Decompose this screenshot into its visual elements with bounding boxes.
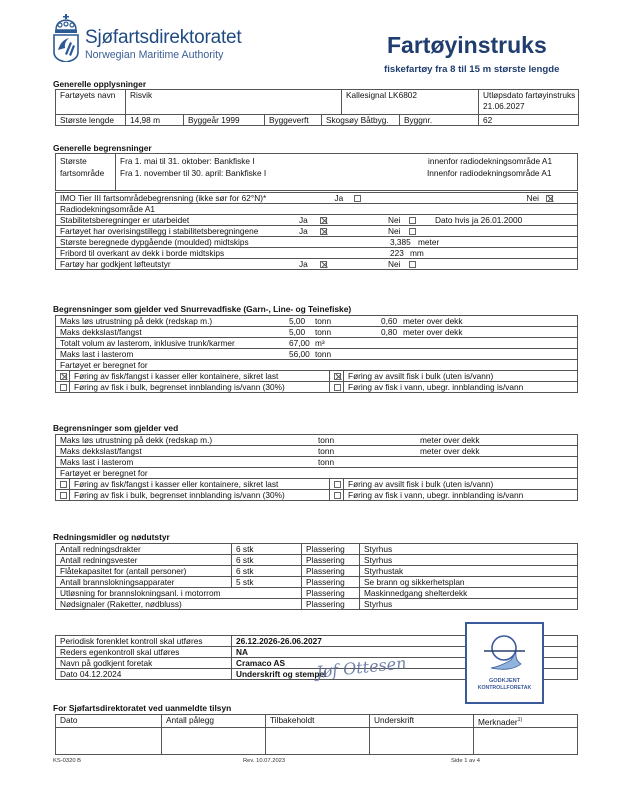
snurrevad-option-0-checkbox[interactable] [60, 373, 67, 380]
other-option-3-box [330, 490, 344, 501]
rescue-table [55, 543, 578, 610]
stamp-emblem-icon [467, 624, 542, 676]
imo-row [56, 193, 578, 204]
other-deck-label: Maks dekkslast/fangst [60, 446, 142, 456]
imo-no-cell [421, 193, 578, 204]
freeboard-unit: mm [410, 248, 424, 258]
shipyard-label: Byggeverft [265, 115, 322, 126]
draught-value: 3,385 [390, 237, 411, 247]
lifting-cell [56, 259, 578, 270]
stability-date: Dato hvis ja 26.01.2000 [435, 215, 523, 225]
rescue-count: 6 stk [232, 566, 302, 577]
section-title-other-limits: Begrensninger som gjelder ved [53, 423, 179, 433]
icing-cell [56, 226, 578, 237]
other-option-0-checkbox[interactable] [60, 481, 67, 488]
rescue-placement-label: Plassering [302, 544, 360, 555]
section-title-general-limits: Generelle begrensninger [53, 143, 152, 153]
general-limits-table [55, 192, 578, 270]
rescue-count: 6 stk [232, 544, 302, 555]
other-option-2-box [56, 490, 70, 501]
other-option-1-checkbox[interactable] [334, 481, 341, 488]
other-option-0-label: Føring av fisk/fangst i kasser eller kontainere, sikret last [70, 479, 330, 490]
build-no-value: 62 [479, 115, 579, 126]
other-loose-label: Maks løs utrustning på dekk (redskap m.) [60, 435, 213, 445]
inspection-orders-input[interactable] [162, 727, 266, 754]
rescue-placement-label: Plassering [302, 555, 360, 566]
imo-no-label: Nei [526, 193, 539, 203]
other-hold-unit: tonn [318, 457, 335, 467]
snurrevad-volume-unit: m³ [315, 338, 325, 348]
org-name: Sjøfartsdirektoratet [85, 27, 242, 48]
inspection-remarks-input[interactable] [474, 727, 578, 754]
lifting-label: Fartøy har godkjent løfteutstyr [60, 259, 171, 269]
approval-stamp [465, 622, 544, 704]
snurrevad-hold-cell [56, 349, 578, 360]
snurrevad-option-3-label: Føring av fisk i vann, ubegr. innblanding is/vann [344, 382, 578, 393]
lifting-yes-label: Ja [299, 259, 308, 269]
build-year: Byggeår 1999 [184, 115, 265, 126]
document-subtitle: fiskefartøy fra 8 til 15 m største lengde [384, 64, 560, 75]
other-option-2-checkbox[interactable] [60, 492, 67, 499]
rescue-row [56, 555, 578, 566]
snurrevad-volume-value: 67,00 [289, 338, 310, 348]
handwritten-signature: Jøf Ottesen [315, 653, 408, 682]
lifting-no-label: Nei [388, 259, 401, 269]
other-deck-cell [56, 446, 578, 457]
periodic-control-label: Periodisk forenklet kontroll skal utføres [56, 636, 232, 647]
snurrevad-loose-cell [56, 316, 578, 327]
lifting-yes-group [299, 259, 327, 269]
other-designed-for: Fartøyet er beregnet for [56, 468, 578, 479]
snurrevad-deck-height-unit: meter over dekk [403, 327, 463, 337]
rescue-item: Utløsning for brannslokningsanl. i motorrom [56, 588, 302, 599]
stability-no-label: Nei [388, 215, 401, 225]
imo-yes-checkbox[interactable] [354, 195, 361, 202]
remarks-label: Merknader [478, 716, 518, 727]
inspection-header-signature: Underskrift [370, 715, 474, 728]
vessel-name-label: Fartøyets navn [56, 90, 126, 115]
other-hold-label: Maks last i lasterom [60, 457, 134, 467]
rescue-row [56, 588, 578, 599]
stamp-line-2: KONTROLLFORETAK [477, 685, 532, 691]
stability-cell [56, 215, 578, 226]
stability-no-checkbox[interactable] [409, 217, 416, 224]
snurrevad-option-3-checkbox[interactable] [334, 384, 341, 391]
snurrevad-option-1-checkbox[interactable] [334, 373, 341, 380]
periodic-control-value: 26.12.2026-26.06.2027 [232, 636, 578, 647]
form-id: KS-0320 B [53, 758, 82, 764]
imo-no-checkbox[interactable] [546, 195, 553, 202]
icing-no-label: Nei [388, 226, 401, 236]
imo-label: IMO Tier III fartsområdebegrensning (ikke sør for 62°N)* [56, 193, 331, 204]
snurrevad-hold-value: 56,00 [289, 349, 310, 359]
draught-label: Største beregnede dypgående (moulded) midtskips [60, 237, 249, 247]
stability-label: Stabilitetsberegninger er utarbeidet [60, 215, 190, 225]
rescue-placement-label: Plassering [302, 577, 360, 588]
owner-control-label: Reders egenkontroll skal utføres [56, 647, 232, 658]
other-option-2-label: Føring av fisk i bulk, begrenset innblanding is/vann (30%) [70, 490, 330, 501]
rescue-item: Antall brannslokningsapparater [56, 577, 232, 588]
section-title-inspection: For Sjøfartsdirektoratet ved uanmeldte tilsyn [53, 703, 232, 713]
snurrevad-volume-cell [56, 338, 578, 349]
other-hold-cell [56, 457, 578, 468]
rescue-location: Styrhus [360, 544, 578, 555]
snurrevad-loose-height-unit: meter over dekk [403, 316, 463, 326]
rescue-row [56, 599, 578, 610]
imo-yes-label: Ja [334, 193, 344, 203]
stamp-line-1: GODKJENT [488, 678, 521, 684]
snurrevad-table [55, 315, 578, 393]
inspection-table [55, 714, 578, 755]
build-no-label: Byggnr. [400, 115, 479, 126]
stability-yes-checkbox[interactable] [320, 217, 327, 224]
other-deck-unit: tonn [318, 446, 335, 456]
period-summer: Fra 1. mai til 31. oktober: Bankfiske I [120, 156, 255, 166]
snurrevad-option-0-label: Føring av fisk/fangst i kasser eller kontainere, sikret last [70, 371, 330, 382]
document-title: Fartøyinstruks [387, 32, 547, 58]
snurrevad-option-2-box [56, 382, 70, 393]
snurrevad-option-0-box [56, 371, 70, 382]
rescue-item: Antall redningsvester [56, 555, 232, 566]
snurrevad-hold-label: Maks last i lasterom [60, 349, 134, 359]
draught-cell [56, 237, 578, 248]
other-option-1-box [330, 479, 344, 490]
stability-yes-label: Ja [299, 215, 308, 225]
rescue-placement-label: Plassering [302, 566, 360, 577]
freeboard-value: 223 [390, 248, 404, 258]
company-label: Navn på godkjent foretak [56, 658, 232, 669]
snurrevad-option-1-box [330, 371, 344, 382]
other-deck-height-unit: meter over dekk [420, 446, 480, 456]
remarks-footnote: 1) [517, 717, 523, 723]
snurrevad-hold-unit: tonn [315, 349, 332, 359]
rescue-placement-label: Plassering [302, 588, 360, 599]
snurrevad-loose-height: 0,60 [381, 316, 398, 326]
rescue-item: Flåtekapasitet for (antall personer) [56, 566, 232, 577]
rescue-location: Maskinnedgang shelterdekk [360, 588, 578, 599]
general-info-table [55, 89, 579, 126]
company-value: Cramaco AS [232, 658, 578, 669]
icing-label: Fartøyet har overisingstillegg i stabilitetsberegningene [60, 226, 259, 236]
shipyard-value: Skogsøy Båtbyg. [322, 115, 400, 126]
length-label: Største lengde [56, 115, 126, 126]
inspection-header-detained: Tilbakeholdt [266, 715, 370, 728]
signature-label: Underskrift og stempel [232, 669, 578, 680]
snurrevad-option-2-checkbox[interactable] [60, 384, 67, 391]
snurrevad-deck-cell [56, 327, 578, 338]
snurrevad-loose-value: 5,00 [289, 316, 306, 326]
icing-no-checkbox[interactable] [409, 228, 416, 235]
lifting-no-checkbox[interactable] [409, 261, 416, 268]
snurrevad-deck-height: 0,80 [381, 327, 398, 337]
snurrevad-deck-value: 5,00 [289, 327, 306, 337]
inspection-header-orders: Antall pålegg [162, 715, 266, 728]
revision: Rev. 10.07.2023 [243, 758, 286, 764]
other-option-0-box [56, 479, 70, 490]
snurrevad-volume-label: Totalt volum av lasterom, inklusive trunk/karmer [60, 338, 235, 348]
inspection-detained-input[interactable] [266, 727, 370, 754]
rescue-item: Nødsignaler (Raketter, nødbluss) [56, 599, 302, 610]
vessel-name-value: Risvik [126, 90, 342, 115]
section-title-rescue: Redningsmidler og nødutstyr [53, 532, 170, 542]
other-option-3-label: Føring av fisk i vann, ubegr. innblanding is/vann [344, 490, 578, 501]
icing-yes-label: Ja [299, 226, 308, 236]
operating-area-periods [116, 154, 578, 191]
owner-control-value: NA [232, 647, 578, 658]
freeboard-label: Fribord til overkant av dekk i borde midtskips [60, 248, 225, 258]
section-title-snurrevad: Begrensninger som gjelder ved Snurrevadfiske (Garn-, Line- og Teinefiske) [53, 304, 352, 314]
operating-area-label-line2: fartsområde [60, 168, 105, 178]
rescue-count: 5 stk [232, 577, 302, 588]
stability-no-group [388, 215, 416, 225]
snurrevad-deck-unit: tonn [315, 327, 332, 337]
imo-yes-cell [331, 193, 421, 204]
other-loose-height-unit: meter over dekk [420, 435, 480, 445]
other-option-1-label: Føring av avsilt fisk i bulk (uten is/vann) [344, 479, 578, 490]
control-date: Dato 04.12.2024 [56, 669, 232, 680]
inspection-header-remarks [474, 715, 578, 728]
stability-row [56, 215, 578, 226]
snurrevad-loose-unit: tonn [315, 316, 332, 326]
rescue-location: Styrhus [360, 599, 578, 610]
icing-no-group [388, 226, 416, 236]
rescue-row [56, 566, 578, 577]
zone-winter: Innenfor radiodekningsområde A1 [427, 168, 552, 178]
draught-unit: meter [418, 237, 440, 247]
rescue-location: Styrhus [360, 555, 578, 566]
other-loose-cell [56, 435, 578, 446]
icing-row [56, 226, 578, 237]
rescue-placement-label: Plassering [302, 599, 360, 610]
inspection-date-input[interactable] [56, 727, 162, 754]
inspection-header-date: Dato [56, 715, 162, 728]
stability-yes-group [299, 215, 327, 225]
lifting-row [56, 259, 578, 270]
expiry-label: Utløpsdato fartøyinstruks [483, 90, 576, 100]
zone-summer: innenfor radiodekningsområde A1 [428, 156, 553, 166]
radio-area: Radiodekningsområde A1 [56, 204, 578, 215]
expiry-cell [479, 90, 579, 115]
operating-area-label-line1: Største [60, 156, 87, 166]
expiry-date: 21.06.2027 [483, 101, 525, 111]
period-winter: Fra 1. november til 30. april: Bankfiske I [120, 168, 267, 178]
rescue-row [56, 544, 578, 555]
snurrevad-option-1-label: Føring av avsilt fisk i bulk (uten is/vann) [344, 371, 578, 382]
snurrevad-option-3-box [330, 382, 344, 393]
icing-yes-checkbox[interactable] [320, 228, 327, 235]
org-name-english: Norwegian Maritime Authority [85, 49, 224, 61]
snurrevad-designed-for: Fartøyet er beregnet for [56, 360, 578, 371]
inspection-signature-input[interactable] [370, 727, 474, 754]
operating-area-label [56, 154, 116, 191]
rescue-location: Se brann og sikkerhetsplan [360, 577, 578, 588]
rescue-item: Antall redningsdrakter [56, 544, 232, 555]
freeboard-cell [56, 248, 578, 259]
section-title-general-info: Generelle opplysninger [53, 79, 147, 89]
lifting-no-group [388, 259, 416, 269]
snurrevad-deck-label: Maks dekkslast/fangst [60, 327, 142, 337]
snurrevad-option-2-label: Føring av fisk i bulk, begrenset innblanding is/vann (30%) [70, 382, 330, 393]
rescue-location: Styrhustak [360, 566, 578, 577]
callsign: Kallesignal LK6802 [342, 90, 479, 115]
other-option-3-checkbox[interactable] [334, 492, 341, 499]
rescue-row [56, 577, 578, 588]
length-value: 14,98 m [126, 115, 184, 126]
crown-shield-logo-icon [52, 14, 80, 62]
other-limits-table [55, 434, 578, 501]
lifting-yes-checkbox[interactable] [320, 261, 327, 268]
org-logo [52, 14, 80, 62]
operating-area-table [55, 153, 578, 191]
other-loose-unit: tonn [318, 435, 335, 445]
page-number: Side 1 av 4 [451, 758, 481, 764]
rescue-count: 6 stk [232, 555, 302, 566]
icing-yes-group [299, 226, 327, 236]
snurrevad-loose-label: Maks løs utrustning på dekk (redskap m.) [60, 316, 213, 326]
